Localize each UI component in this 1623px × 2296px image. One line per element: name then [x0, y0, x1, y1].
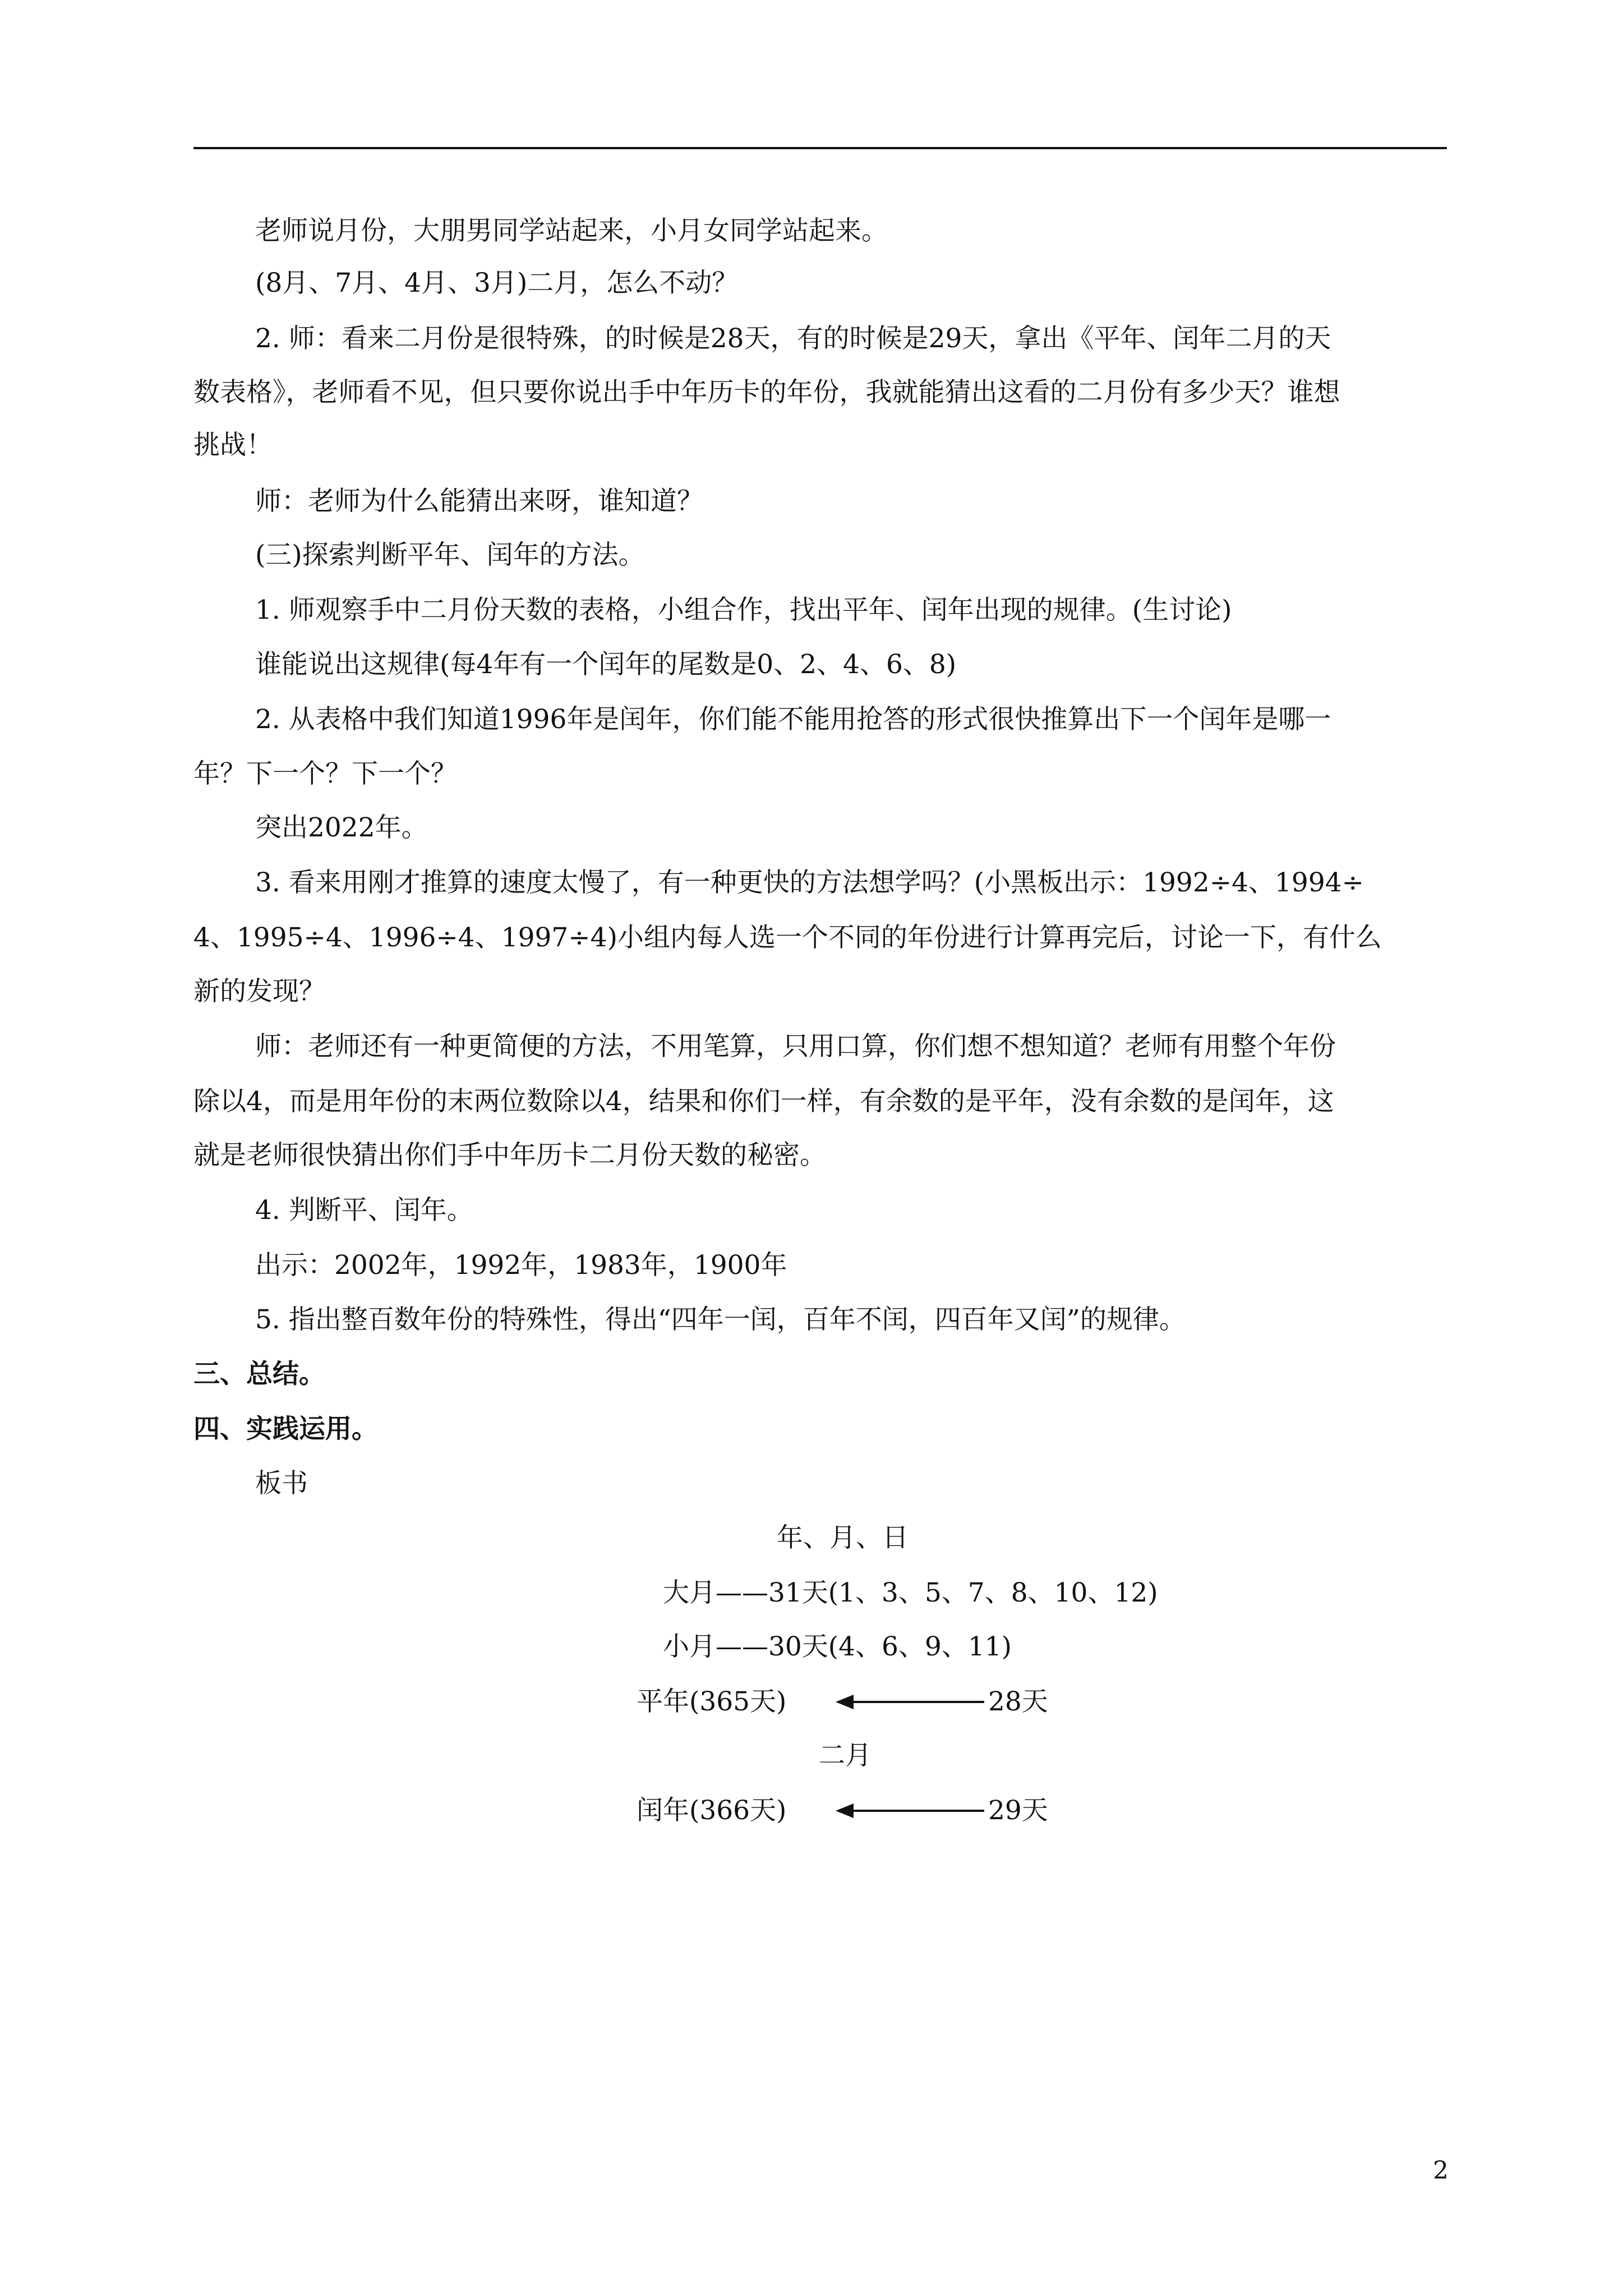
text-line: (8月、7月、4月、3月)二月，怎么不动？	[255, 268, 739, 298]
board-february: 二月	[819, 1740, 872, 1771]
section-heading: 四、实践运用。	[193, 1414, 378, 1444]
text-line: 4、1995÷4、1996÷4、1997÷4)小组内每人选一个不同的年份进行计算再完后，讨论一下，有什么	[193, 922, 1382, 953]
text-line: 3. 看来用刚才推算的速度太慢了，有一种更快的方法想学吗？(小黑板出示：1992÷4、1994÷	[255, 867, 1364, 898]
page-number: 2	[1433, 2156, 1449, 2185]
text-line: 4. 判断平、闰年。	[255, 1195, 473, 1226]
text-line: 2. 师：看来二月份是很特殊，的时候是28天，有的时候是29天，拿出《平年、闰年二月的天	[255, 323, 1331, 354]
board-feb-common: 28天	[988, 1686, 1048, 1717]
board-big-month: 大月——31天(1、3、5、7、8、10、12)	[663, 1577, 1158, 1608]
text-line: 1. 师观察手中二月份天数的表格，小组合作，找出平年、闰年出现的规律。(生讨论)	[255, 595, 1232, 625]
text-line: 老师说月份，大朋男同学站起来，小月女同学站起来。	[255, 215, 888, 246]
text-line: 新的发现？	[193, 976, 325, 1007]
text-line: 除以4，而是用年份的末两位数除以4，结果和你们一样，有余数的是平年，没有余数的是闰年，这	[193, 1086, 1334, 1117]
text-line: 师：老师还有一种更简便的方法，不用笔算，只用口算，你们想不想知道？老师有用整个年份	[255, 1031, 1336, 1062]
text-line: 突出2022年。	[255, 812, 428, 843]
board-common-year: 平年(365天)	[637, 1686, 787, 1717]
text-line: 师：老师为什么能猜出来呀，谁知道？	[255, 486, 703, 517]
text-line: 数表格》，老师看不见，但只要你说出手中年历卡的年份，我就能猜出这看的二月份有多少天？谁想	[193, 377, 1340, 408]
text-line: 就是老师很快猜出你们手中年历卡二月份天数的秘密。	[193, 1140, 826, 1171]
text-line: (三)探索判断平年、闰年的方法。	[255, 540, 645, 570]
arrow-line	[850, 1701, 984, 1703]
text-line: 年？下一个？下一个？	[193, 758, 457, 789]
board-small-month: 小月——30天(4、6、9、11)	[663, 1631, 1012, 1662]
board-title: 年、月、日	[777, 1522, 909, 1553]
arrow-line	[850, 1810, 984, 1812]
text-line: 2. 从表格中我们知道1996年是闰年，你们能不能用抢答的形式很快推算出下一个闰年是哪一	[255, 704, 1331, 735]
section-heading: 三、总结。	[193, 1359, 325, 1389]
board-label: 板书	[255, 1468, 308, 1499]
text-line: 5. 指出整百数年份的特殊性，得出“四年一闰，百年不闰，四百年又闰”的规律。	[255, 1304, 1186, 1335]
text-line: 谁能说出这规律(每4年有一个闰年的尾数是0、2、4、6、8)	[255, 649, 957, 680]
text-line: 出示：2002年，1992年，1983年，1900年	[255, 1250, 787, 1281]
text-line: 挑战！	[193, 430, 273, 461]
header-rule	[193, 147, 1447, 149]
board-leap-year: 闰年(366天)	[637, 1795, 787, 1826]
board-feb-leap: 29天	[988, 1795, 1048, 1826]
